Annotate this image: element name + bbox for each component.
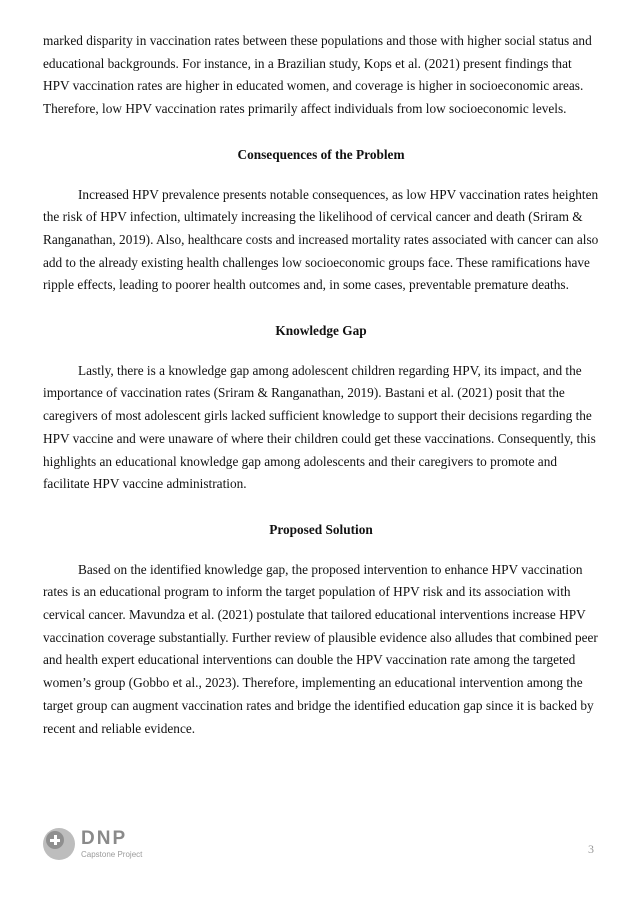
logo-subtitle: Capstone Project [81,850,143,859]
heading-proposed-solution: Proposed Solution [269,521,373,537]
page-number: 3 [588,842,594,856]
footer-logo [43,828,142,860]
heading-consequences: Consequences of the Problem [237,146,405,162]
paragraph-proposed-solution: Based on the identified knowledge gap, the proposed intervention to enhance HPV vaccination rates is an educational program to inform the target population of HPV risk and its association with cervical cancer. Mavundza et al. (2021) postulate that tailored educational interventions increase HPV vaccination coverage substantially. Further review of plausible evidence also alludes that combined peer and health expert educational interventions can double the HPV vaccination rate among the targeted women’s group (Gobbo et al., 2023). Therefore, implementing an educational intervention among the target group can augment vaccination rates and bridge the identified education gap since it is backed by recent and reliable evidence. [43,561,598,736]
paragraph-knowledge-gap: Lastly, there is a knowledge gap among adolescent children regarding HPV, its impact, and the importance of vaccination rates (Sriram & Ranganathan, 2019). Bastani et al. (2021) posit that the caregivers of most adolescent girls lacked sufficient knowledge to support their decisions regarding the HPV vaccine and were unaware of where their children could get these vaccinations. Consequently, this highlights an educational knowledge gap among adolescents and their caregivers to promote and facilitate HPV vaccine administration. [43,362,596,492]
document-page [43,30,599,740]
dnp-plus-icon [43,828,75,860]
logo-title: DNP [81,828,128,849]
paragraph-disparity: marked disparity in vaccination rates between these populations and those with higher social status and educational backgrounds. For instance, in a Brazilian study, Kops et al. (2021) present findings that HPV vaccination rates are higher in educated women, and coverage is higher in socioeconomic areas. Therefore, low HPV vaccination rates primarily affect individuals from low socioeconomic levels. [43,33,592,117]
paragraph-consequences: Increased HPV prevalence presents notable consequences, as low HPV vaccination rates heighten the risk of HPV infection, ultimately increasing the likelihood of cervical cancer and death (Sriram & Ranganathan, 2019). Also, healthcare costs and increased mortality rates associated with cancer can also add to the already existing health challenges low socioeconomic groups face. These ramifications have ripple effects, leading to poorer health outcomes and, in some cases, preventable premature deaths. [43,186,599,293]
heading-knowledge-gap: Knowledge Gap [275,323,367,339]
